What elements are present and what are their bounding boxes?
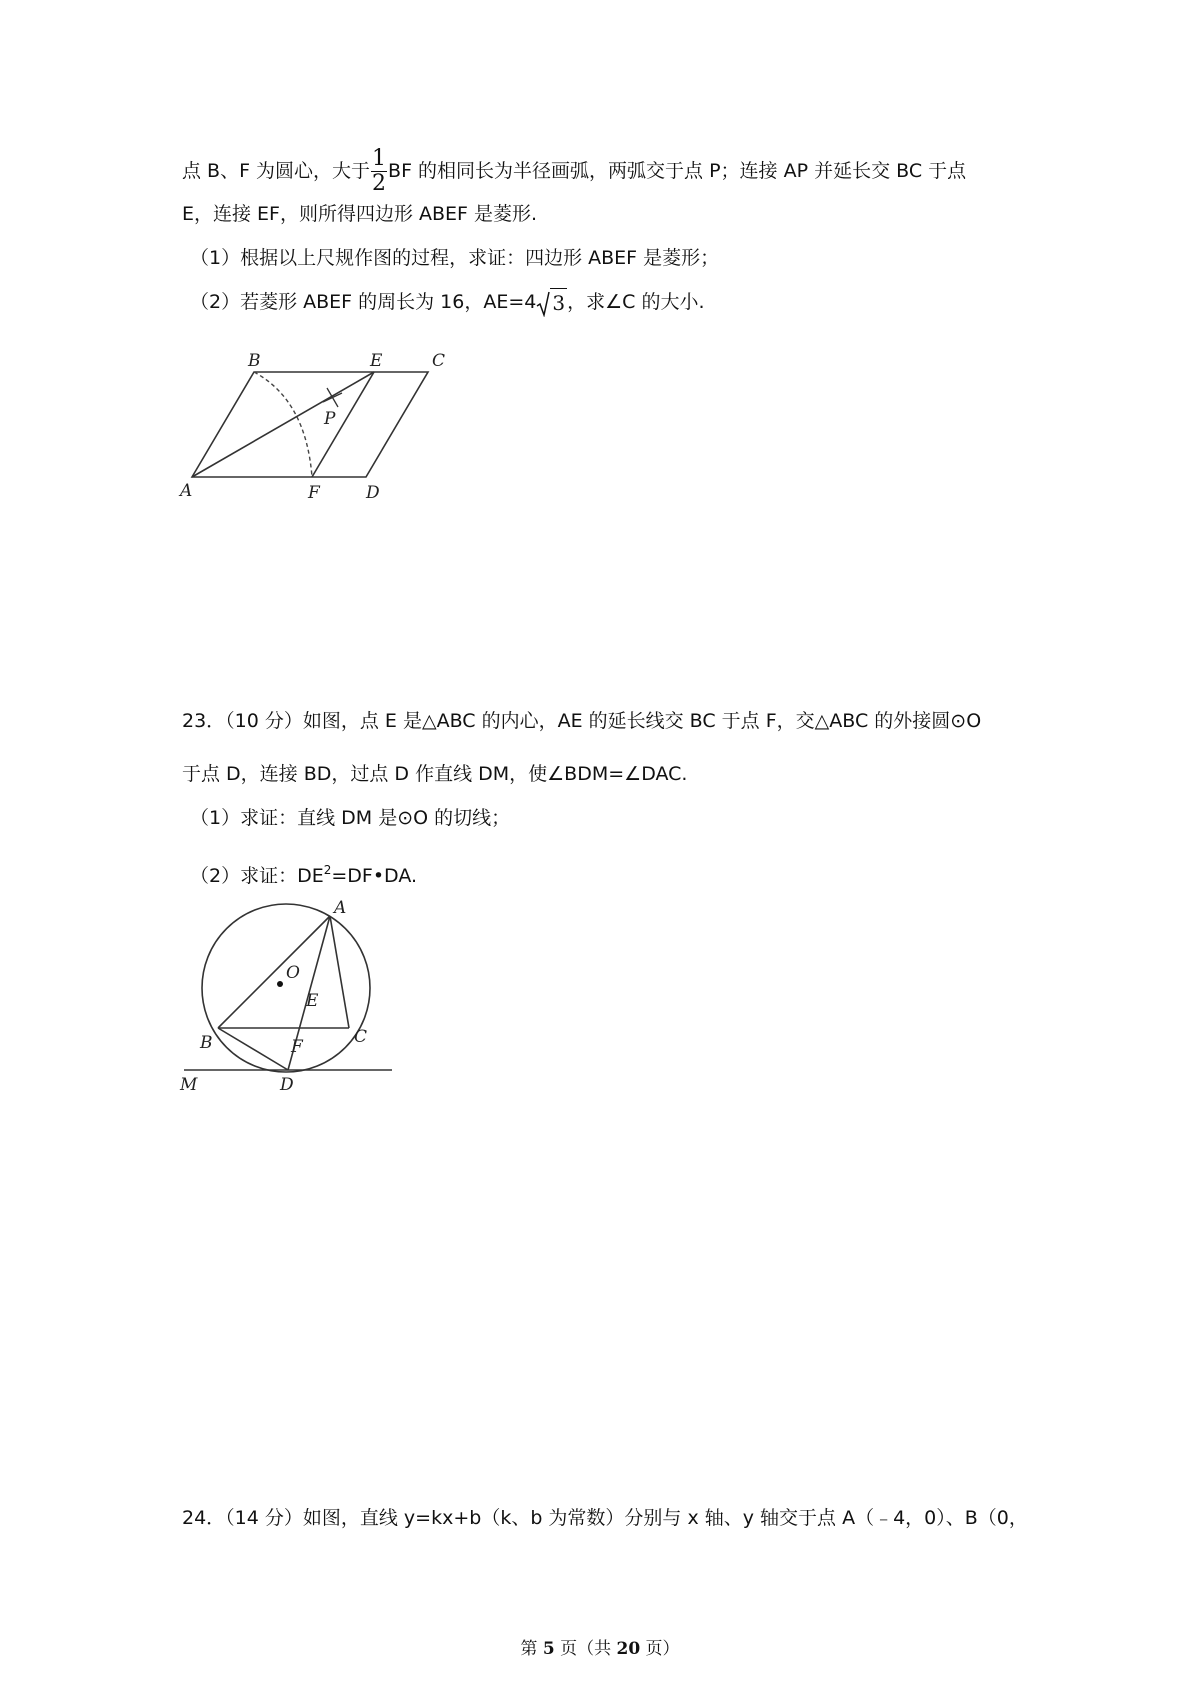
q23-part2-a: （2）求证：DE [190,865,324,887]
segment-ab [218,916,330,1028]
label-c: C [432,352,446,371]
q23-part2 [190,856,417,890]
label-a: A [334,900,347,918]
footer-middle: 页（共 [554,1639,617,1659]
footer-suffix: 页） [640,1639,680,1659]
fraction-denominator: 2 [372,171,387,196]
sqrt-radicand: 3 [550,288,567,317]
figure-q22-parallelogram [176,352,446,502]
label-d: D [366,483,380,502]
label-p: P [324,409,336,429]
q23-line1: 23．（10 分）如图，点 E 是△ABC 的内心，AE 的延长线交 BC 于点 F，交△ABC 的外接圆⊙O [182,710,982,732]
label-b: B [248,352,261,371]
label-e: E [370,352,383,371]
q22-part2 [190,288,705,317]
q23-part1: （1）求证：直线 DM 是⊙O 的切线； [190,807,511,829]
segment-ef [312,372,374,477]
segment-ac [330,916,349,1028]
q22-line1 [182,148,966,195]
label-f: F [308,483,320,502]
q22-line1-b: BF 的相同长为半径画弧，两弧交于点 P；连接 AP 并延长交 BC 于点 [388,160,967,182]
center-dot-o [277,981,283,987]
label-c: C [354,1027,368,1047]
figure-q23-circle [176,900,416,1100]
arc-mark-p-2 [323,393,342,402]
footer-page-number: 5 [542,1639,555,1659]
q22-part1: （1）根据以上尺规作图的过程，求证：四边形 ABEF 是菱形； [190,247,720,269]
fraction-numerator: 1 [372,146,387,171]
parallelogram-abcd [192,372,428,477]
q22-part2-a: （2）若菱形 ABEF 的周长为 16，AE=4 [190,291,537,313]
q24-line1: 24．（14 分）如图，直线 y=kx+b（k、b 为常数）分别与 x 轴、y 轴交于点 A（﹣4，0）、B（0， [182,1507,1028,1529]
q22-line1-a: 点 B、F 为圆心，大于 [182,160,371,182]
label-f: F [291,1037,303,1057]
label-b: B [200,1033,213,1053]
fraction-half [371,148,387,195]
q23-part2-b: =DF•DA. [331,865,418,887]
segment-ae [192,372,374,477]
footer-prefix: 第 [520,1639,543,1659]
label-a: A [180,481,193,501]
label-d: D [280,1075,294,1095]
label-e: E [306,991,319,1011]
radical-sign-icon [536,291,550,317]
superscript-2: 2 [323,863,332,877]
footer-total-pages: 20 [616,1639,641,1659]
label-m: M [180,1075,198,1095]
sqrt-expression [536,288,567,317]
q23-line2: 于点 D，连接 BD，过点 D 作直线 DM，使∠BDM=∠DAC. [182,763,688,785]
label-o: O [286,963,300,983]
q22-part2-b: ，求∠C 的大小. [567,291,705,313]
page-footer [0,1634,1200,1659]
q22-line2: E，连接 EF，则所得四边形 ABEF 是菱形. [182,203,538,225]
circle-o [202,904,370,1072]
